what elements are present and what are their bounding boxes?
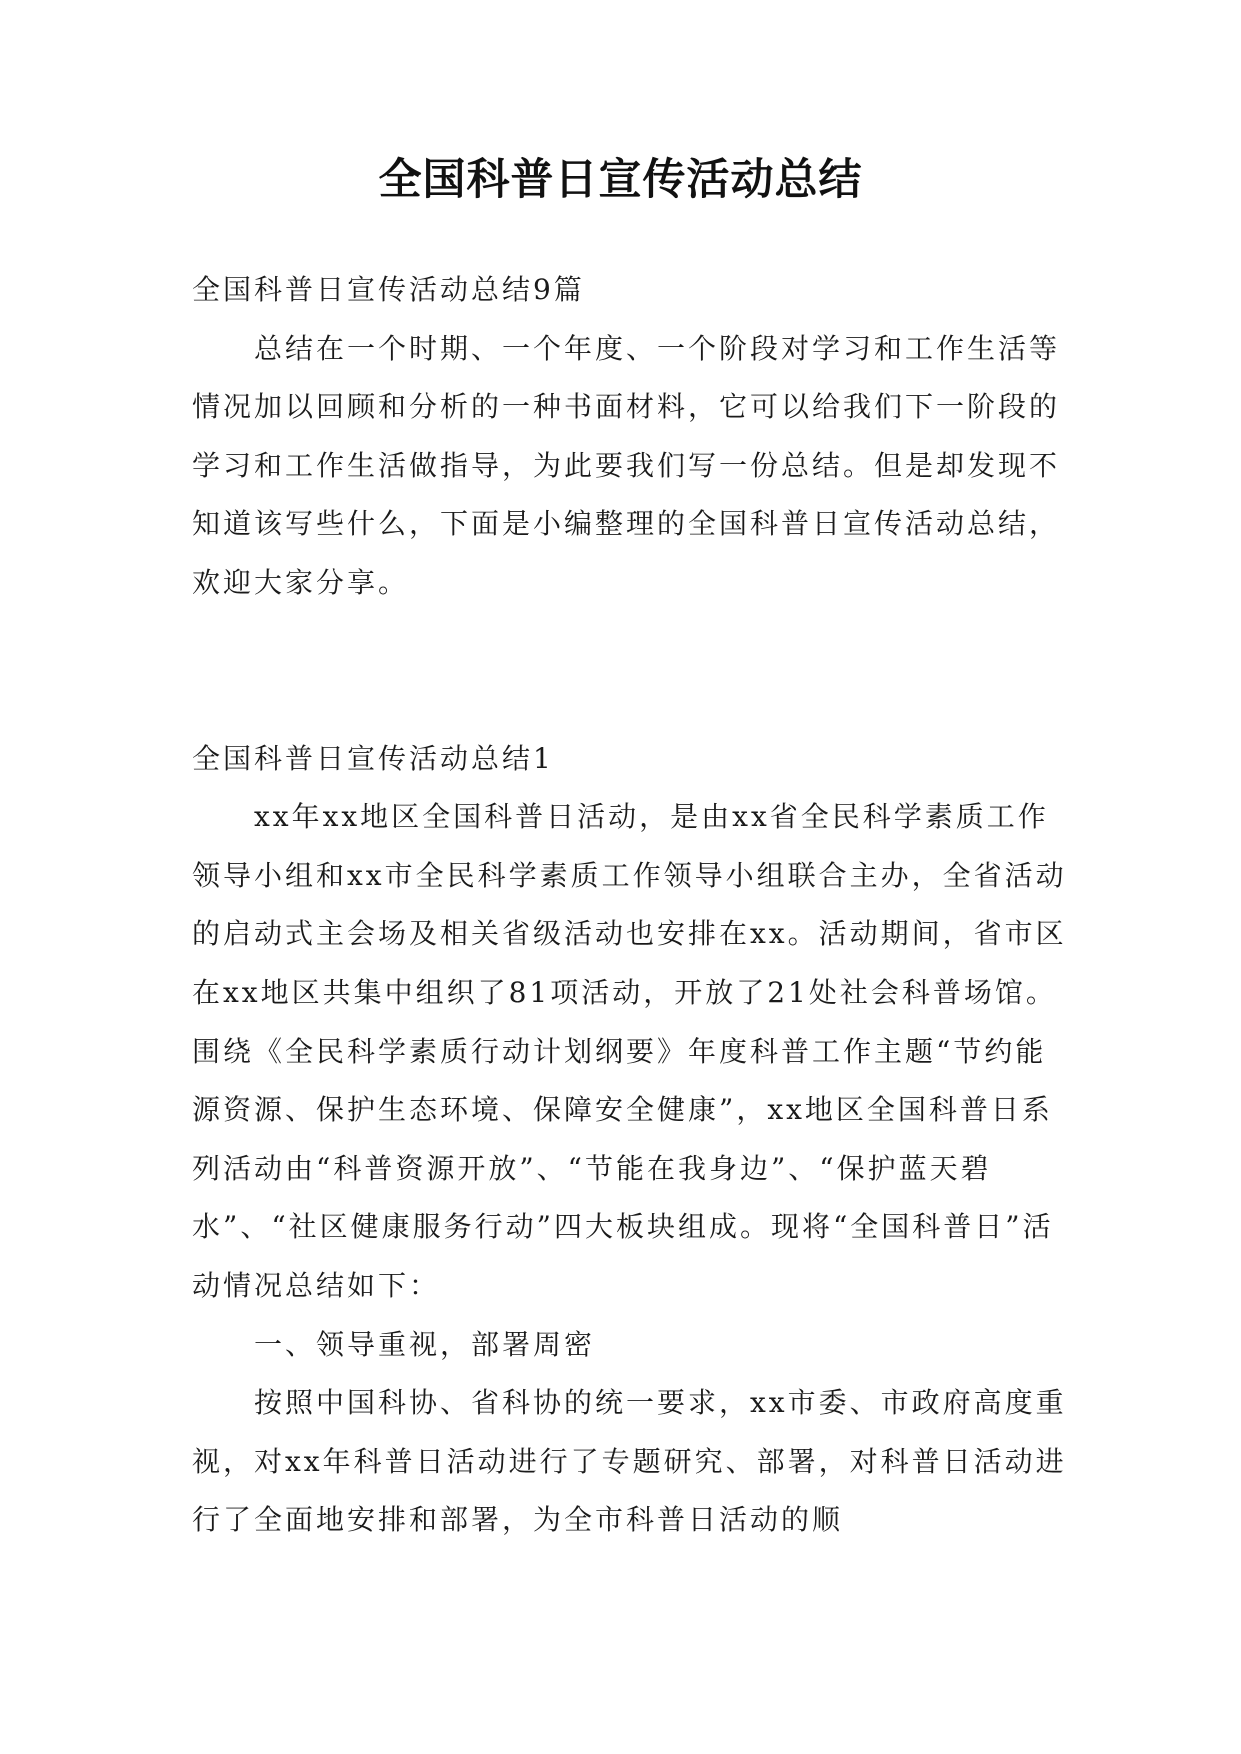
document-body xyxy=(192,261,1072,1550)
section-1-paragraph-1: xx年xx地区全国科普日活动，是由xx省全民科学素质工作领导小组和xx市全民科学素质工作领导小组联合主办，全省活动的启动式主会场及相关省级活动也安排在xx。活动期间，省市区在xx地区共集中组织了81项活动，开放了21处社会科普场馆。围绕《全民科学素质行动计划纲要》年度科普工作主题“节约能源资源、保护生态环境、保障安全健康”，xx地区全国科普日系列活动由“科普资源开放”、“节能在我身边”、“保护蓝天碧水”、“社区健康服务行动”四大板块组成。现将“全国科普日”活动情况总结如下： xyxy=(192,800,1067,1302)
document-title: 全国科普日宣传活动总结 xyxy=(378,155,863,205)
collection-heading: 全国科普日宣传活动总结9篇 xyxy=(192,273,585,306)
section-1-subheading-1: 一、领导重视，部署周密 xyxy=(254,1327,596,1361)
section-spacer xyxy=(192,613,1072,730)
intro-paragraph: 总结在一个时期、一个年度、一个阶段对学习和工作生活等情况加以回顾和分析的一种书面材料，它可以给我们下一阶段的学习和工作生活做指导，为此要我们写一份总结。但是却发现不知道该写些什么，下面是小编整理的全国科普日宣传活动总结，欢迎大家分享。 xyxy=(192,331,1061,599)
section-1-heading: 全国科普日宣传活动总结1 xyxy=(192,741,554,775)
section-1-paragraph-2: 按照中国科协、省科协的统一要求，xx市委、市政府高度重视，对xx年科普日活动进行了专题研究、部署，对科普日活动进行了全面地安排和部署，为全市科普日活动的顺 xyxy=(192,1386,1067,1537)
